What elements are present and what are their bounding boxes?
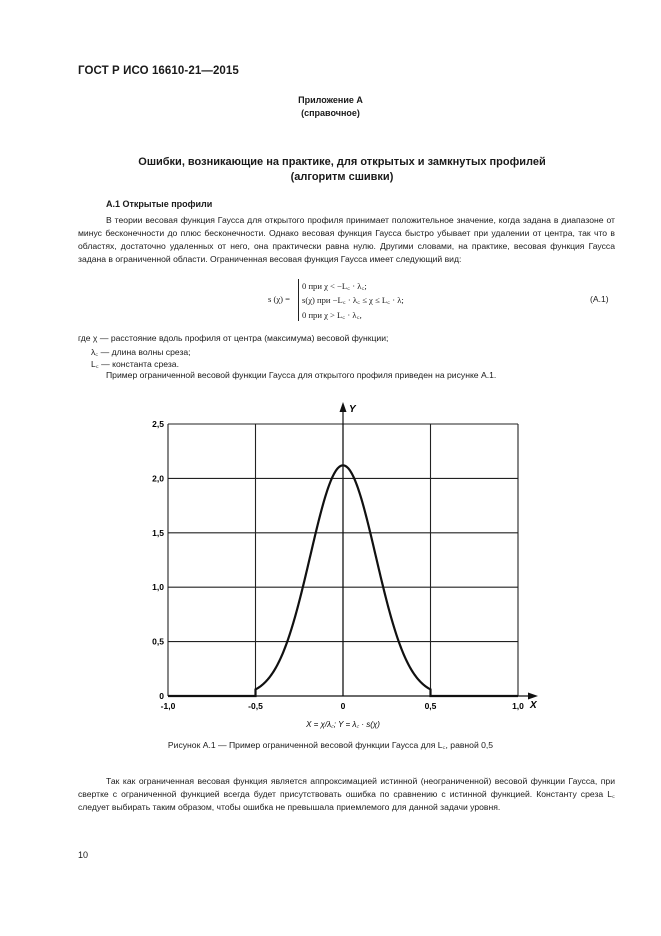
figure-reference: Пример ограниченной весовой функции Гаусса для открытого профиля приведен на рисунке А.1. <box>106 370 497 380</box>
definition-symbol: λ꜀ <box>91 347 99 357</box>
y-axis-label: Y <box>349 404 356 415</box>
formula-lhs: s (χ) = <box>268 294 291 304</box>
definition-text: — длина волны среза; <box>98 347 191 357</box>
x-tick-label: 0 <box>340 701 346 711</box>
x-tick-label: 1,0 <box>512 701 524 711</box>
definition-chi <box>78 333 388 343</box>
x-tick-label: -0,5 <box>248 701 263 711</box>
appendix-title: Приложение А <box>298 95 363 105</box>
definition-symbol: L꜀ <box>91 359 99 369</box>
definition-text: — расстояние вдоль профиля от центра (максимума) весовой функции; <box>97 333 389 343</box>
equation-number: (А.1) <box>590 294 609 304</box>
y-tick-label: 1,0 <box>152 582 164 593</box>
y-axis-arrow <box>340 402 347 412</box>
y-tick-label: 0 <box>159 691 164 701</box>
x-tick-label: -1,0 <box>160 701 176 711</box>
figure-caption: Рисунок А.1 — Пример ограниченной весовой функции Гаусса для L꜀, равной 0,5 <box>167 740 494 750</box>
y-tick-label: 1,5 <box>152 527 164 538</box>
y-tick-label: 0,5 <box>152 636 164 647</box>
x-axis-label: X <box>530 700 537 711</box>
formula-case-3: 0 при χ > L꜀ · λ꜀, <box>302 310 362 320</box>
document-title-line-2: (алгоритм сшивки) <box>290 171 394 183</box>
y-tick-label: 2,0 <box>152 473 164 484</box>
page-number: 10 <box>78 850 89 860</box>
gauss-chart <box>140 398 560 733</box>
definition-lc <box>91 358 179 370</box>
document-title <box>0 155 661 185</box>
x-tick-label: 0,5 <box>424 701 437 711</box>
appendix-subtitle: (справочное) <box>301 108 360 118</box>
conclusion-paragraph <box>78 775 615 814</box>
formula-case-2: s(χ) при −L꜀ · λ꜀ ≤ χ ≤ L꜀ · λ; <box>302 295 404 305</box>
intro-paragraph <box>78 214 615 266</box>
document-title-line-1: Ошибки, возникающие на практике, для открытых и замкнутых профилей <box>138 156 546 168</box>
definition-lambda <box>91 346 191 358</box>
chart-ticks <box>152 419 524 711</box>
formula-case-1: 0 при χ < −L꜀ · λ꜀; <box>302 281 367 291</box>
definition-text: — константа среза. <box>98 359 179 369</box>
definition-symbol: где χ <box>78 333 98 343</box>
axis-note: X = χ/λ꜀; Y = λ꜀ · s(χ) <box>306 720 380 729</box>
chart-axes <box>168 402 538 700</box>
section-heading: А.1 Открытые профили <box>106 199 213 209</box>
intro-text: В теории весовая функция Гаусса для открытого профиля принимает положительное значение, когда задана в диапазоне от минус бесконечности до плюс бесконечности. Однако весовая функция Гаусса быстро убывает при удалении от центра, так что в областях, достаточно удаленных от него, она практически равна нулю. Другими словами, на практике, весовая функция Гаусса задана в ограниченной области. Ограниченная весовая функция Гаусса имеет следующий вид: <box>78 215 615 264</box>
x-axis-arrow <box>528 693 538 700</box>
document-code-header: ГОСТ Р ИСО 16610-21—2015 <box>78 65 239 77</box>
conclusion-text: Так как ограниченная весовая функция является аппроксимацией истинной (неограниченной) весовой функции Гаусса, при свертке с ограниченной функцией всегда будет присутствовать ошибка по сравнению с истинной функцией. Константу среза L꜀ следует выбирать таким образом, чтобы ошибка не превышала приемлемого для данной задачи уровня. <box>78 776 615 812</box>
y-tick-label: 2,5 <box>152 419 164 429</box>
